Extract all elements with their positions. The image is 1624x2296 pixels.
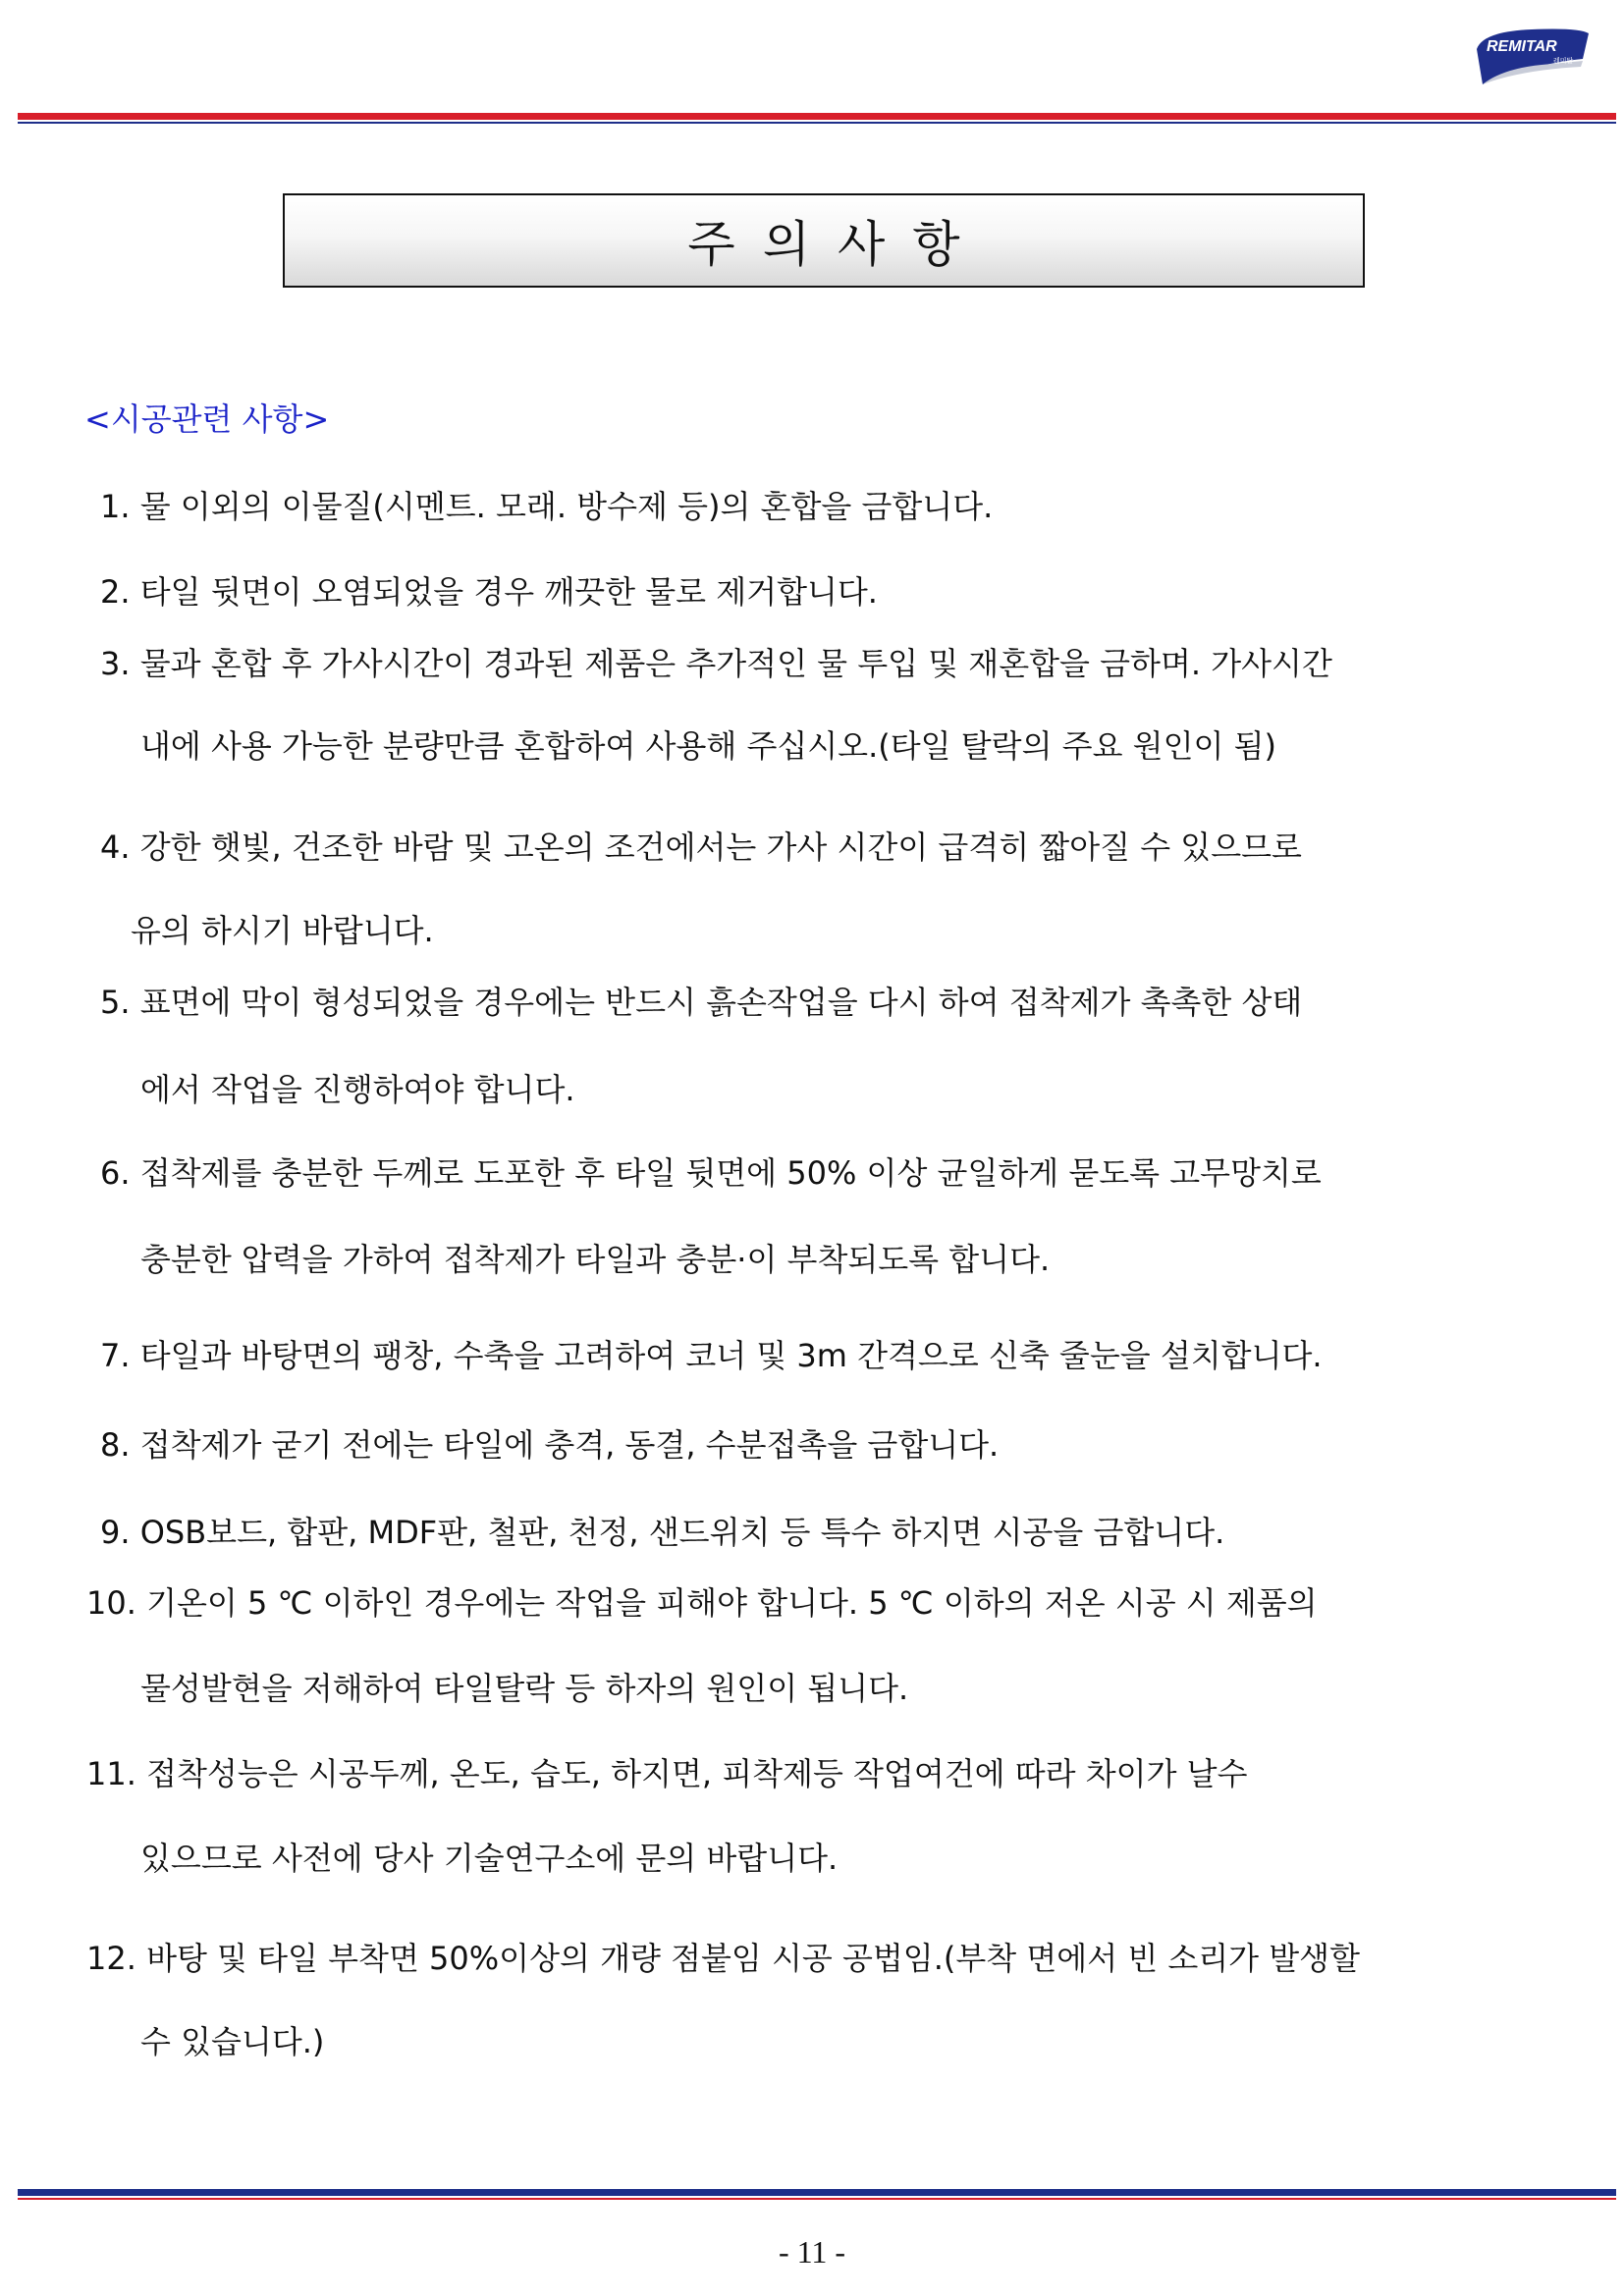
list-item	[100, 572, 878, 612]
page-title: 주의사항	[687, 216, 988, 273]
list-item	[100, 1513, 1224, 1552]
item-text: 물과 혼합 후 가사시간이 경과된 제품은 추가적인 물 투입 및 재혼합을 금하며. 가사시간	[139, 645, 1332, 682]
item-number: 5.	[100, 984, 131, 1021]
item-number: 6.	[100, 1154, 131, 1192]
page-number: - 11 -	[778, 2234, 846, 2269]
item-text: 바탕 및 타일 부착면 50%이상의 개량 점붙임 시공 공법임.(부착 면에서 빈 소리가 발생할	[146, 1940, 1361, 1977]
list-item	[86, 1754, 1247, 1793]
item-number: 7.	[100, 1337, 131, 1374]
item-continuation: 충분한 압력을 가하여 접착제가 타일과 충분·이 부착되도록 합니다.	[140, 1241, 1051, 1278]
title-box	[283, 193, 1365, 288]
item-text: 기온이 5 ℃ 이하인 경우에는 작업을 피해야 합니다. 5 ℃ 이하의 저온 시공 시 제품의	[146, 1584, 1318, 1622]
footer-rule-blue	[18, 2189, 1616, 2196]
section-heading: <시공관련 사항>	[84, 400, 330, 438]
item-text: OSB보드, 합판, MDF판, 철판, 천정, 샌드위치 등 특수 하지면 시공을 금합니다.	[139, 1514, 1225, 1551]
item-text: 접착제를 충분한 두께로 도포한 후 타일 뒷면에 50% 이상 균일하게 묻도록 고무망치로	[139, 1154, 1322, 1192]
list-item	[100, 983, 1302, 1022]
item-text: 접착성능은 시공두께, 온도, 습도, 하지면, 피착제등 작업여건에 따라 차이가 날수	[146, 1755, 1248, 1792]
item-number: 2.	[100, 573, 131, 611]
item-number: 9.	[100, 1514, 131, 1551]
header-rule-red	[18, 113, 1616, 120]
list-item	[86, 1583, 1318, 1623]
item-continuation: 내에 사용 가능한 분량만큼 혼합하여 사용해 주십시오.(타일 탈락의 주요 원인이 됨)	[140, 727, 1276, 765]
item-number: 8.	[100, 1426, 131, 1464]
footer-rule-red	[18, 2198, 1616, 2200]
item-continuation: 에서 작업을 진행하여야 합니다.	[140, 1071, 575, 1108]
item-number: 1.	[100, 488, 131, 525]
item-number: 12.	[86, 1940, 136, 1977]
remitar-logo	[1473, 26, 1593, 86]
item-text: 표면에 막이 형성되었을 경우에는 반드시 흙손작업을 다시 하여 접착제가 촉촉한 상태	[139, 984, 1303, 1021]
item-text: 접착제가 굳기 전에는 타일에 충격, 동결, 수분접촉을 금합니다.	[139, 1426, 1000, 1464]
list-item	[100, 644, 1332, 683]
item-continuation: 있으므로 사전에 당사 기술연구소에 문의 바랍니다.	[140, 1840, 839, 1877]
item-number: 10.	[86, 1584, 136, 1622]
item-continuation: 유의 하시기 바랍니다.	[131, 912, 434, 949]
logo-subtext: 레미탈	[1553, 57, 1574, 65]
header-rule-blue	[18, 122, 1616, 124]
item-text: 물 이외의 이물질(시멘트. 모래. 방수제 등)의 혼합을 금합니다.	[139, 488, 994, 525]
item-text: 타일과 바탕면의 팽창, 수축을 고려하여 코너 및 3m 간격으로 신축 줄눈을 설치합니다.	[139, 1337, 1323, 1374]
item-continuation: 수 있습니다.)	[140, 2023, 325, 2060]
item-number: 3.	[100, 645, 131, 682]
item-number: 4.	[100, 828, 131, 866]
list-item	[86, 1939, 1360, 1978]
list-item	[100, 1425, 999, 1465]
list-item	[100, 828, 1302, 867]
item-continuation: 물성발현을 저해하여 타일탈락 등 하자의 원인이 됩니다.	[140, 1670, 909, 1707]
item-number: 11.	[86, 1755, 136, 1792]
list-item	[100, 1153, 1322, 1193]
item-text: 강한 햇빛, 건조한 바람 및 고온의 조건에서는 가사 시간이 급격히 짧아질 수 있으므로	[139, 828, 1302, 866]
list-item	[100, 1336, 1323, 1375]
item-text: 타일 뒷면이 오염되었을 경우 깨끗한 물로 제거합니다.	[139, 573, 878, 611]
logo-text: REMITAR	[1487, 38, 1557, 55]
list-item	[100, 487, 993, 526]
